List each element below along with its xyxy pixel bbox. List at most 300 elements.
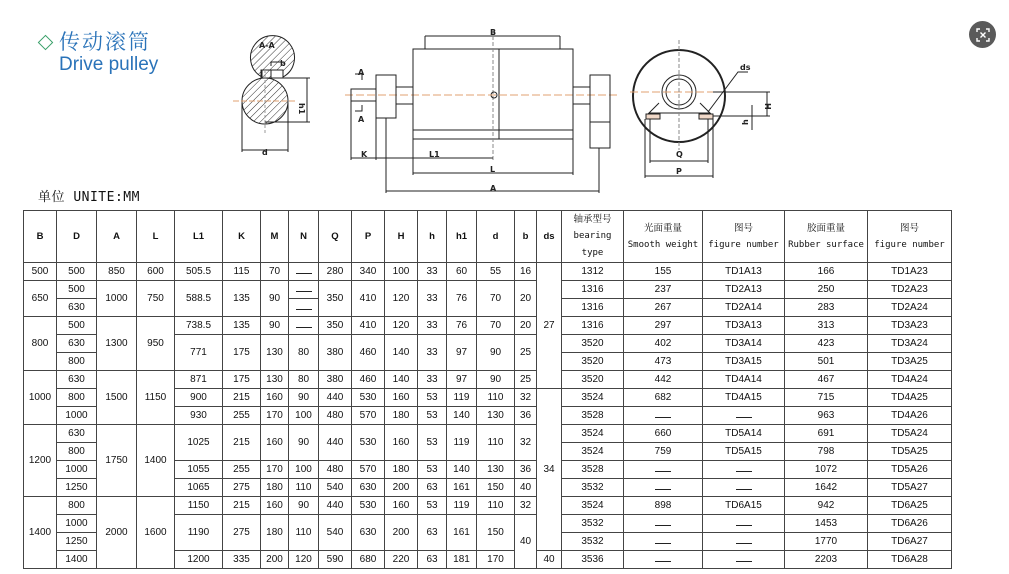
table-cell: TD5A26 [868, 461, 952, 479]
table-cell: 135 [223, 281, 261, 317]
table-cell: 3532 [562, 533, 624, 551]
dash-placeholder [296, 303, 312, 310]
table-cell: TD3A14 [703, 335, 785, 353]
table-cell: TD3A15 [703, 353, 785, 371]
table-cell [289, 317, 319, 335]
table-cell: TD1A23 [868, 263, 952, 281]
table-cell: 1316 [562, 281, 624, 299]
svg-text:A: A [358, 68, 365, 77]
table-cell: 900 [175, 389, 223, 407]
table-cell: 759 [624, 443, 703, 461]
table-cell: 2203 [785, 551, 868, 569]
table-cell: TD3A13 [703, 317, 785, 335]
table-cell: TD2A24 [868, 299, 952, 317]
dash-placeholder [296, 321, 312, 328]
dash-placeholder [296, 285, 312, 292]
table-cell: 3532 [562, 515, 624, 533]
table-cell: 53 [418, 497, 447, 515]
table-cell: 25 [515, 335, 537, 371]
table-cell: 160 [261, 497, 289, 515]
table-cell: 1000 [97, 281, 137, 317]
table-cell [624, 515, 703, 533]
table-cell: 3528 [562, 461, 624, 479]
table-cell: 800 [57, 389, 97, 407]
dash-placeholder [736, 537, 752, 544]
svg-text:K: K [361, 150, 368, 159]
table-cell: 255 [223, 461, 261, 479]
table-cell: 63 [418, 479, 447, 497]
svg-text:H: H [763, 103, 772, 110]
table-cell: 3520 [562, 353, 624, 371]
table-cell: 120 [289, 551, 319, 569]
table-cell: 800 [57, 497, 97, 515]
table-cell: TD5A25 [868, 443, 952, 461]
table-cell: 180 [385, 407, 418, 425]
table-cell: 950 [137, 317, 175, 371]
table-cell: 90 [289, 497, 319, 515]
header-label: figure number [874, 239, 945, 250]
table-cell: 691 [785, 425, 868, 443]
svg-text:Q: Q [676, 150, 683, 159]
table-cell: TD6A28 [868, 551, 952, 569]
table-cell: 1316 [562, 299, 624, 317]
dash-placeholder [736, 465, 752, 472]
col-b: b [515, 211, 537, 263]
table-cell: 500 [24, 263, 57, 281]
table-cell: 130 [477, 461, 515, 479]
table-cell: 53 [418, 461, 447, 479]
table-cell: 1453 [785, 515, 868, 533]
table-cell: 237 [624, 281, 703, 299]
table-cell: 1400 [57, 551, 97, 569]
unit-label: 单位 UNITE:MM [38, 190, 140, 205]
svg-text:P: P [676, 167, 682, 176]
table-cell: 1000 [24, 371, 57, 425]
table-cell: 100 [289, 407, 319, 425]
table-cell: 80 [289, 335, 319, 371]
table-cell: 180 [261, 515, 289, 551]
table-cell: 63 [418, 551, 447, 569]
table-cell: 90 [477, 335, 515, 371]
table-cell: 53 [418, 407, 447, 425]
technical-drawings [0, 0, 1009, 200]
table-cell: 110 [289, 479, 319, 497]
table-cell: 530 [352, 389, 385, 407]
table-cell: 119 [447, 497, 477, 515]
table-row [24, 425, 952, 443]
table-cell: 3532 [562, 479, 624, 497]
dash-placeholder [655, 483, 671, 490]
table-header-row [24, 211, 952, 263]
table-cell: 380 [319, 335, 352, 371]
table-cell: 1770 [785, 533, 868, 551]
table-cell: 140 [385, 335, 418, 371]
table-cell: 36 [515, 461, 537, 479]
col-L: L [137, 211, 175, 263]
table-cell: 180 [385, 461, 418, 479]
table-cell: 1150 [137, 371, 175, 425]
table-cell: 771 [175, 335, 223, 371]
table-cell: 2000 [97, 497, 137, 569]
table-cell: 1316 [562, 317, 624, 335]
table-cell: 215 [223, 389, 261, 407]
table-cell: 200 [385, 515, 418, 551]
table-cell: 33 [418, 371, 447, 389]
col-bearing-type [562, 211, 624, 263]
table-cell: 460 [352, 335, 385, 371]
table-cell: 1500 [97, 371, 137, 425]
table-cell: 25 [515, 371, 537, 389]
table-cell: 215 [223, 425, 261, 461]
table-cell: 963 [785, 407, 868, 425]
table-cell: 500 [57, 281, 97, 299]
table-cell: 1200 [175, 551, 223, 569]
table-cell: 402 [624, 335, 703, 353]
table-cell: TD6A26 [868, 515, 952, 533]
table-cell: 423 [785, 335, 868, 353]
ds-cell: 40 [537, 551, 562, 569]
table-cell: 650 [24, 281, 57, 317]
table-cell [289, 299, 319, 317]
header-label: bearing type [573, 231, 612, 258]
table-cell: 440 [319, 389, 352, 407]
dash-placeholder [736, 483, 752, 490]
table-cell: 90 [261, 317, 289, 335]
table-cell: 161 [447, 515, 477, 551]
header-label: 轴承型号 [573, 214, 612, 225]
table-cell: 32 [515, 389, 537, 407]
col-A: A [97, 211, 137, 263]
table-cell: 540 [319, 479, 352, 497]
table-cell: 90 [289, 425, 319, 461]
header-label: 光面重量 [643, 222, 682, 234]
table-cell: TD4A15 [703, 389, 785, 407]
table-cell: 160 [261, 389, 289, 407]
table-cell: 440 [319, 497, 352, 515]
header-label: Smooth weight [627, 239, 699, 250]
col-N: N [289, 211, 319, 263]
table-cell: 180 [261, 479, 289, 497]
table-cell [703, 515, 785, 533]
table-cell: 588.5 [175, 281, 223, 317]
table-cell: 160 [385, 389, 418, 407]
table-cell: TD1A13 [703, 263, 785, 281]
col-P: P [352, 211, 385, 263]
col-D: D [57, 211, 97, 263]
table-cell: 3520 [562, 335, 624, 353]
table-cell: 120 [385, 281, 418, 317]
table-cell: 135 [223, 317, 261, 335]
table-cell: 155 [624, 263, 703, 281]
table-cell: 1000 [57, 515, 97, 533]
table-row [24, 281, 952, 299]
table-cell: 480 [319, 461, 352, 479]
table-cell: TD4A14 [703, 371, 785, 389]
table-cell: 3524 [562, 443, 624, 461]
table-cell: 871 [175, 371, 223, 389]
table-cell: 40 [515, 515, 537, 569]
section-aa-drawing [233, 36, 310, 152]
table-cell: 630 [57, 299, 97, 317]
table-row [24, 263, 952, 281]
table-cell: TD5A14 [703, 425, 785, 443]
table-cell: 473 [624, 353, 703, 371]
col-K: K [223, 211, 261, 263]
table-cell: TD2A14 [703, 299, 785, 317]
col-figure-number-1 [703, 211, 785, 263]
table-cell: 100 [385, 263, 418, 281]
table-cell [624, 479, 703, 497]
table-cell: TD6A25 [868, 497, 952, 515]
table-cell: 33 [418, 281, 447, 317]
table-cell: 3536 [562, 551, 624, 569]
table-cell: 280 [319, 263, 352, 281]
table-cell: 110 [289, 515, 319, 551]
table-cell: TD6A15 [703, 497, 785, 515]
table-cell: 63 [418, 515, 447, 551]
table-cell: 1190 [175, 515, 223, 551]
table-cell: 1400 [137, 425, 175, 497]
col-Q: Q [319, 211, 352, 263]
table-cell: 170 [477, 551, 515, 569]
table-cell: 340 [352, 263, 385, 281]
table-cell: 110 [477, 425, 515, 461]
table-cell: 220 [385, 551, 418, 569]
header-label: figure number [708, 239, 779, 250]
dash-placeholder [655, 519, 671, 526]
col-h: h [418, 211, 447, 263]
table-cell: 942 [785, 497, 868, 515]
dash-placeholder [296, 267, 312, 274]
table-cell: 170 [261, 407, 289, 425]
table-cell: 40 [515, 479, 537, 497]
table-cell: 53 [418, 389, 447, 407]
svg-text:B: B [490, 28, 497, 37]
table-row [24, 371, 952, 389]
table-cell: 1250 [57, 533, 97, 551]
dash-placeholder [736, 555, 752, 562]
table-cell: 630 [57, 425, 97, 443]
end-view-drawing [630, 40, 770, 178]
table-cell: 800 [57, 443, 97, 461]
table-cell: 120 [385, 317, 418, 335]
table-cell: 150 [477, 515, 515, 551]
table-cell: 36 [515, 407, 537, 425]
table-row [24, 497, 952, 515]
table-cell [289, 281, 319, 299]
table-cell: 738.5 [175, 317, 223, 335]
table-row [24, 317, 952, 335]
table-cell: 70 [261, 263, 289, 281]
table-cell: 600 [137, 263, 175, 281]
col-H: H [385, 211, 418, 263]
table-cell: 170 [261, 461, 289, 479]
spec-table [23, 210, 952, 569]
table-cell: 97 [447, 371, 477, 389]
table-cell: 500 [57, 263, 97, 281]
table-cell: 798 [785, 443, 868, 461]
table-cell: 275 [223, 515, 261, 551]
table-cell: 630 [57, 371, 97, 389]
table-cell: 930 [175, 407, 223, 425]
table-cell: 70 [477, 317, 515, 335]
table-cell: 130 [261, 335, 289, 371]
table-cell: 1000 [57, 407, 97, 425]
table-cell: 1250 [57, 479, 97, 497]
table-cell: 200 [261, 551, 289, 569]
table-cell: TD2A23 [868, 281, 952, 299]
table-cell [624, 461, 703, 479]
table-cell: 530 [352, 425, 385, 461]
table-cell: 1065 [175, 479, 223, 497]
table-cell: 660 [624, 425, 703, 443]
table-cell: 76 [447, 281, 477, 317]
table-cell: 570 [352, 461, 385, 479]
table-cell: 500 [57, 317, 97, 335]
header-label: 胶面重量 [806, 222, 845, 234]
table-cell: 480 [319, 407, 352, 425]
table-cell: 335 [223, 551, 261, 569]
ds-cell: 34 [537, 389, 562, 551]
table-cell: 53 [418, 425, 447, 461]
table-cell: 467 [785, 371, 868, 389]
header-label: 图号 [733, 222, 753, 234]
table-cell: 3520 [562, 371, 624, 389]
table-cell: 267 [624, 299, 703, 317]
table-cell: 750 [137, 281, 175, 317]
table-cell: 1300 [97, 317, 137, 371]
svg-text:L1: L1 [429, 150, 440, 159]
table-cell: 680 [352, 551, 385, 569]
table-cell: 140 [447, 407, 477, 425]
table-cell: 1312 [562, 263, 624, 281]
svg-text:h: h [741, 119, 750, 125]
svg-text:A: A [358, 115, 365, 124]
table-cell: 32 [515, 497, 537, 515]
table-cell: 90 [261, 281, 289, 317]
table-cell: 460 [352, 371, 385, 389]
table-cell: 119 [447, 389, 477, 407]
table-cell: 1200 [24, 425, 57, 497]
table-cell: 140 [385, 371, 418, 389]
table-cell: 715 [785, 389, 868, 407]
table-cell: 630 [352, 515, 385, 551]
table-cell: 1000 [57, 461, 97, 479]
title-cn: 传动滚筒 [59, 30, 151, 54]
table-cell: TD4A26 [868, 407, 952, 425]
header-label: 图号 [899, 222, 919, 234]
table-cell: 275 [223, 479, 261, 497]
table-cell: 501 [785, 353, 868, 371]
table-cell: TD5A15 [703, 443, 785, 461]
table-cell: 215 [223, 497, 261, 515]
table-cell: TD3A25 [868, 353, 952, 371]
table-cell: 505.5 [175, 263, 223, 281]
table-cell: 350 [319, 317, 352, 335]
table-cell: 3524 [562, 497, 624, 515]
svg-text:A: A [490, 184, 497, 193]
table-cell: 1400 [24, 497, 57, 569]
table-cell: 440 [319, 425, 352, 461]
table-cell: 33 [418, 335, 447, 371]
table-cell: 97 [447, 335, 477, 371]
table-cell: 130 [477, 407, 515, 425]
table-cell: 250 [785, 281, 868, 299]
table-cell: 570 [352, 407, 385, 425]
table-cell: TD6A27 [868, 533, 952, 551]
table-cell [703, 551, 785, 569]
table-cell: 115 [223, 263, 261, 281]
table-cell [703, 479, 785, 497]
table-cell: 200 [385, 479, 418, 497]
table-cell: 1072 [785, 461, 868, 479]
table-cell: 3524 [562, 425, 624, 443]
table-cell: 70 [477, 281, 515, 317]
dash-placeholder [655, 411, 671, 418]
col-smooth-weight [624, 211, 703, 263]
table-cell: TD3A24 [868, 335, 952, 353]
table-cell: 166 [785, 263, 868, 281]
table-cell: 1642 [785, 479, 868, 497]
table-cell: 1025 [175, 425, 223, 461]
table-cell: 175 [223, 335, 261, 371]
table-cell: 130 [261, 371, 289, 389]
table-cell: 800 [57, 353, 97, 371]
table-cell: 55 [477, 263, 515, 281]
table-cell: 175 [223, 371, 261, 389]
table-cell: 3524 [562, 389, 624, 407]
ds-cell: 27 [537, 263, 562, 389]
col-M: M [261, 211, 289, 263]
dash-placeholder [736, 519, 752, 526]
table-cell: TD4A24 [868, 371, 952, 389]
table-cell: 33 [418, 317, 447, 335]
table-cell [624, 551, 703, 569]
table-cell: 60 [447, 263, 477, 281]
table-cell: 540 [319, 515, 352, 551]
table-cell: 140 [447, 461, 477, 479]
table-cell: TD4A25 [868, 389, 952, 407]
table-cell: 297 [624, 317, 703, 335]
table-cell: 1750 [97, 425, 137, 497]
table-cell: 20 [515, 281, 537, 317]
table-cell: TD5A24 [868, 425, 952, 443]
table-cell: 76 [447, 317, 477, 335]
table-cell: 800 [24, 317, 57, 371]
table-cell: 380 [319, 371, 352, 389]
col-figure-number-2 [868, 211, 952, 263]
col-B: B [24, 211, 57, 263]
table-cell: 255 [223, 407, 261, 425]
table-cell: 350 [319, 281, 352, 317]
dash-placeholder [655, 555, 671, 562]
table-cell: 181 [447, 551, 477, 569]
table-cell: 682 [624, 389, 703, 407]
table-cell: 3528 [562, 407, 624, 425]
table-cell: 90 [477, 371, 515, 389]
table-cell: 410 [352, 281, 385, 317]
table-cell: 100 [289, 461, 319, 479]
table-cell: 33 [418, 263, 447, 281]
table-cell: 530 [352, 497, 385, 515]
header-label: Rubber surface [788, 239, 864, 250]
dash-placeholder [655, 465, 671, 472]
col-d: d [477, 211, 515, 263]
dash-placeholder [655, 537, 671, 544]
table-cell: 283 [785, 299, 868, 317]
side-view-drawing [345, 30, 620, 193]
table-cell: 161 [447, 479, 477, 497]
